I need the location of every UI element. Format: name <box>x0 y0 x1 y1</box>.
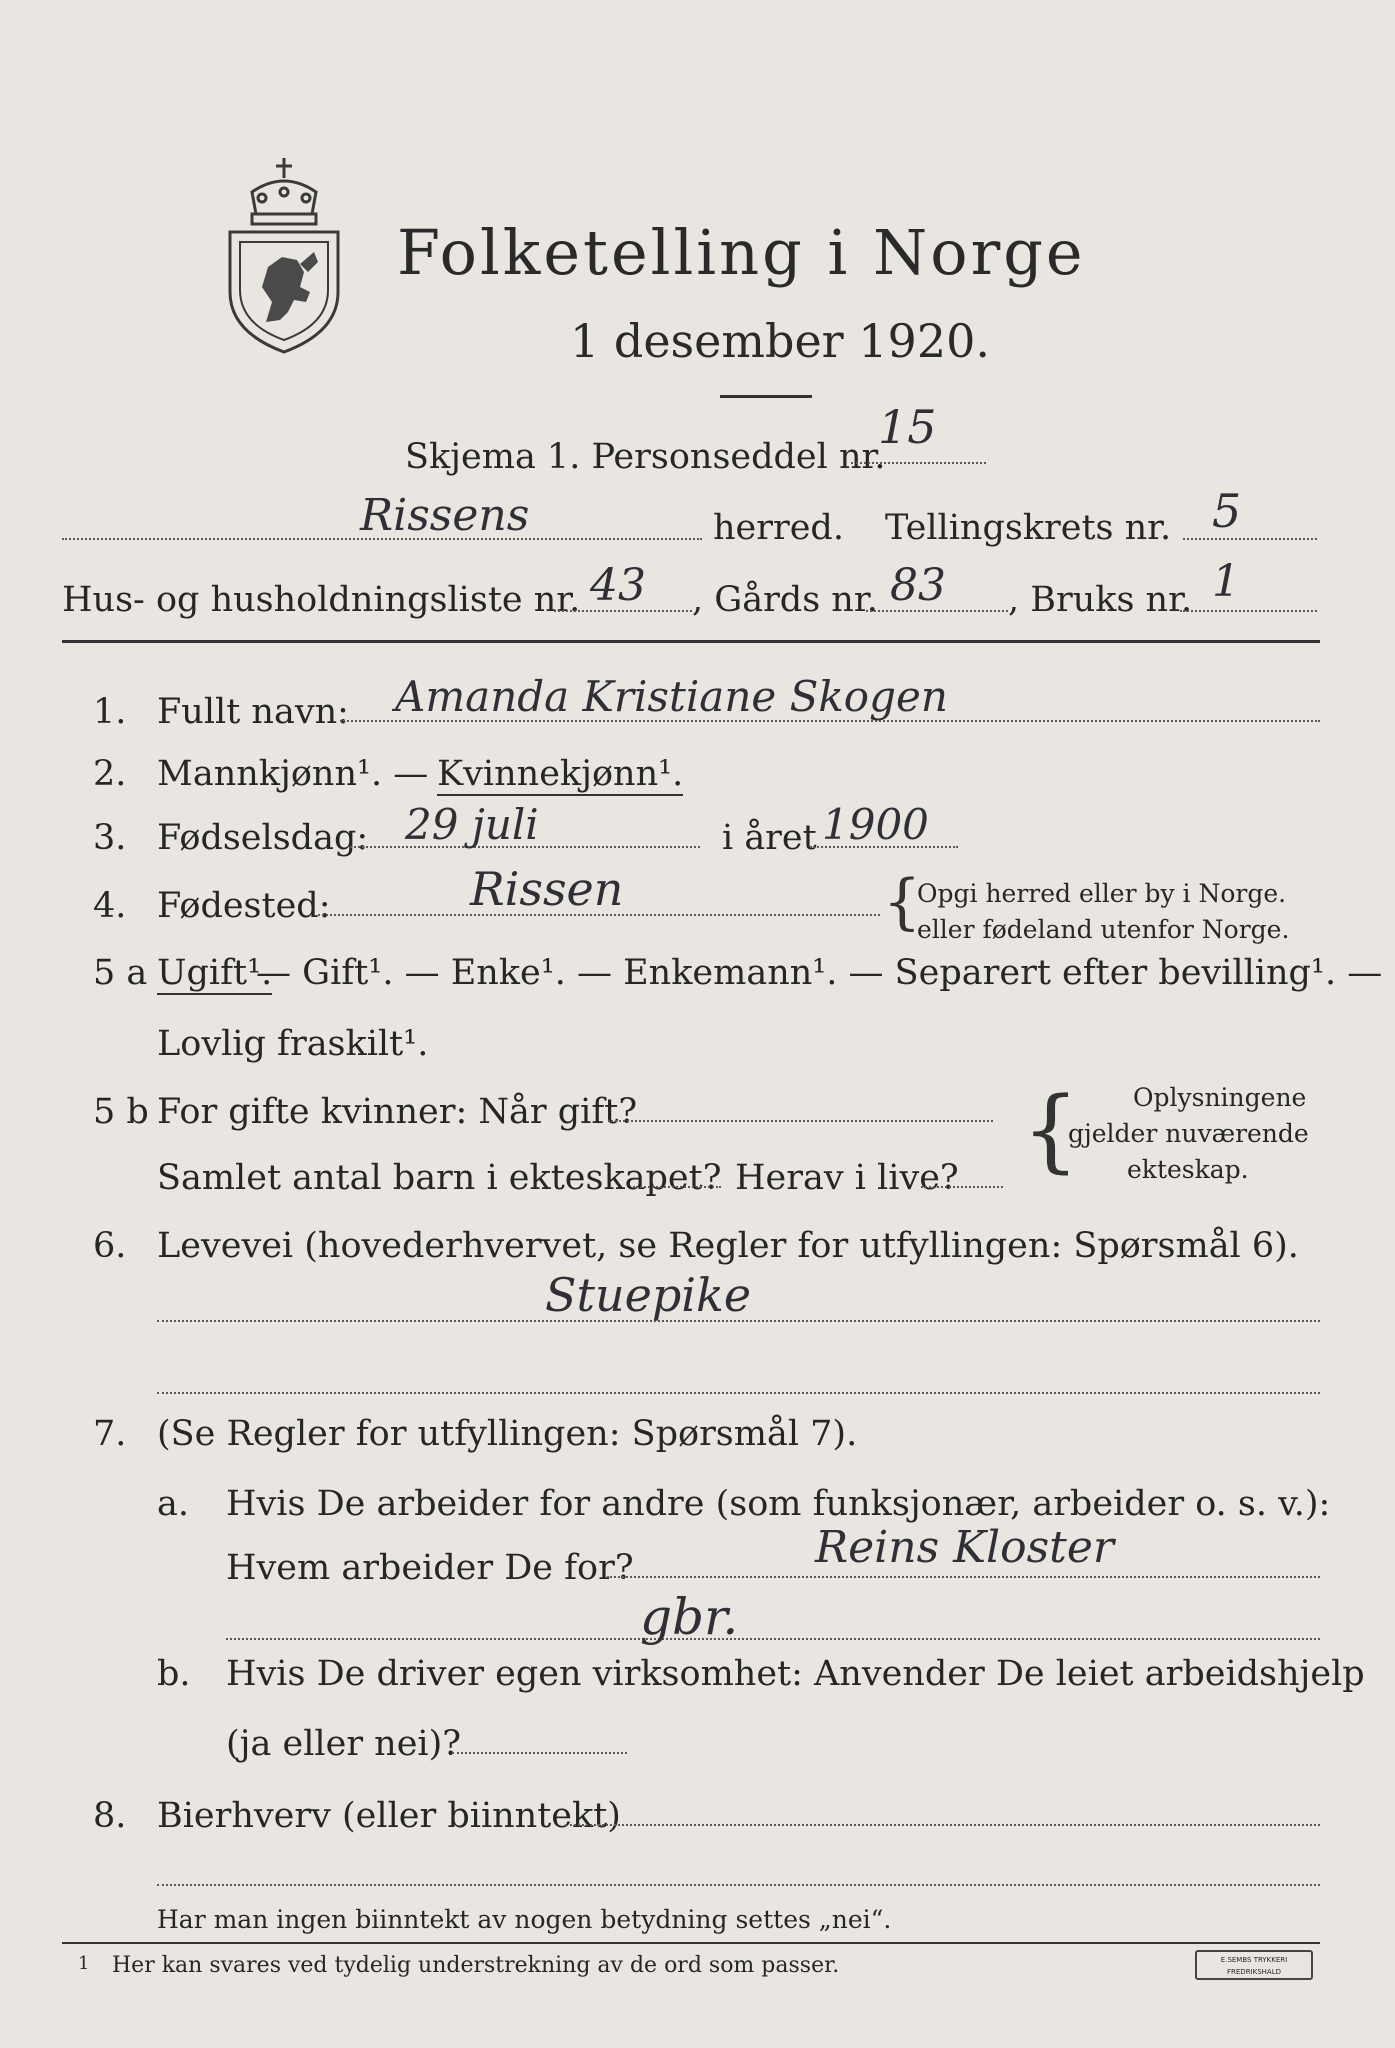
q7a-question: Hvem arbeider De for? <box>226 1548 634 1588</box>
bruks-value: 1 <box>1212 556 1240 607</box>
q4-note-1: Opgi herred eller by i Norge. <box>917 879 1287 908</box>
gards-label: , Gårds nr. <box>692 580 878 620</box>
husliste-label: Hus- og husholdningsliste nr. <box>62 580 581 620</box>
q8-label: Bierhverv (eller biinntekt) <box>157 1796 621 1836</box>
form-title: Folketelling i Norge <box>397 216 1086 289</box>
q7a-letter: a. <box>157 1484 189 1524</box>
census-date: 1 desember 1920. <box>570 314 990 368</box>
header-separator <box>62 640 1320 643</box>
skjema-value: 15 <box>878 400 937 454</box>
side-income-field[interactable] <box>565 1824 1320 1826</box>
q2-kvinne[interactable]: Kvinnekjønn¹. <box>437 754 684 794</box>
norway-coat-of-arms-icon <box>222 152 346 357</box>
birthdate-value: 29 juli <box>405 800 539 849</box>
q1-label: Fullt navn: <box>157 692 349 732</box>
q5b-children-label: Samlet antal barn i ekteskapet? <box>157 1158 722 1198</box>
q6-number: 6. <box>93 1226 127 1266</box>
birthplace-value: Rissen <box>470 862 624 916</box>
q5a-ugift[interactable]: Ugift¹. <box>157 953 273 993</box>
occupation-field-2[interactable] <box>157 1392 1320 1394</box>
q3-number: 3. <box>93 818 127 858</box>
footnote-text: Her kan svares ved tydelig understrekning av de ord som passer. <box>112 1953 840 1978</box>
q5a-number: 5 a <box>93 953 148 993</box>
husliste-value: 43 <box>590 560 646 611</box>
q5b-note-3: ekteskap. <box>1127 1155 1249 1184</box>
q5b-alive-label: Herav i live? <box>735 1158 959 1198</box>
q5b-brace: { <box>1022 1078 1080 1183</box>
side-income-field-2[interactable] <box>157 1884 1320 1886</box>
q7a-label: Hvis De arbeider for andre (som funksjonær, arbeider o. s. v.): <box>226 1484 1331 1524</box>
children-alive-field[interactable] <box>921 1186 1003 1188</box>
q4-label: Fødested: <box>157 886 331 926</box>
tellingskrets-value: 5 <box>1212 484 1242 538</box>
full-name-value: Amanda Kristiane Skogen <box>395 672 948 721</box>
q5b-note-2: gjelder nuværende <box>1068 1119 1309 1148</box>
q3-label: Fødselsdag: <box>157 818 369 858</box>
skjema-label: Skjema 1. Personseddel nr. <box>405 437 886 477</box>
printer-city: FREDRIKSHALD <box>1226 1968 1281 1976</box>
tellingskrets-field[interactable] <box>1183 538 1317 540</box>
footer-separator <box>62 1942 1320 1944</box>
q5a-options[interactable]: — Gift¹. — Enke¹. — Enkemann¹. — Separert efter bevilling¹. — <box>256 953 1383 993</box>
q5b-number: 5 b <box>93 1092 149 1132</box>
q4-note-2: eller fødeland utenfor Norge. <box>917 915 1290 944</box>
employer-field-2[interactable] <box>226 1638 1320 1640</box>
herred-label: herred. <box>713 508 844 548</box>
nei-note: Har man ingen biinntekt av nogen betydning settes „nei“. <box>157 1905 892 1934</box>
hired-help-field[interactable] <box>452 1752 627 1754</box>
q3-year-label: i året <box>722 818 817 858</box>
q7-label: (Se Regler for utfyllingen: Spørsmål 7). <box>157 1414 858 1454</box>
occupation-value: Stuepike <box>545 1268 752 1322</box>
children-count-field[interactable] <box>633 1186 721 1188</box>
q5a-lovlig-fraskilt[interactable]: Lovlig fraskilt¹. <box>157 1024 429 1064</box>
q7b-question: (ja eller nei)? <box>226 1724 462 1764</box>
printer-name: E.SEMBS TRYKKERI <box>1220 1956 1288 1964</box>
skjema-field[interactable] <box>851 462 986 464</box>
employer-field[interactable] <box>607 1576 1320 1578</box>
q5b-note-1: Oplysningene <box>1133 1083 1307 1112</box>
q4-brace: { <box>883 867 922 937</box>
q2-number: 2. <box>93 754 127 794</box>
gards-value: 83 <box>890 560 946 611</box>
employer-value-2: gbr. <box>640 1588 739 1646</box>
birthyear-value: 1900 <box>822 800 929 849</box>
q6-label: Levevei (hovederhvervet, se Regler for utfyllingen: Spørsmål 6). <box>157 1226 1299 1266</box>
q5b-married-label: For gifte kvinner: Når gift? <box>157 1092 638 1132</box>
bruks-field[interactable] <box>1180 610 1317 612</box>
employer-value: Reins Kloster <box>815 1522 1114 1573</box>
q1-number: 1. <box>93 692 127 732</box>
q2-mann[interactable]: Mannkjønn¹. — <box>157 754 429 794</box>
q7b-label: Hvis De driver egen virksomhet: Anvender De leiet arbeidshjelp <box>226 1654 1365 1694</box>
bruks-label: , Bruks nr. <box>1008 580 1193 620</box>
q7-number: 7. <box>93 1414 127 1454</box>
printer-stamp <box>1195 1950 1313 1980</box>
q4-number: 4. <box>93 886 127 926</box>
footnote-number: 1 <box>78 1953 90 1974</box>
married-date-field[interactable] <box>608 1120 993 1122</box>
tellingskrets-label: Tellingskrets nr. <box>885 508 1172 548</box>
q7b-letter: b. <box>157 1654 191 1694</box>
herred-value: Rissens <box>360 490 530 541</box>
q8-number: 8. <box>93 1796 127 1836</box>
title-divider <box>720 395 812 398</box>
